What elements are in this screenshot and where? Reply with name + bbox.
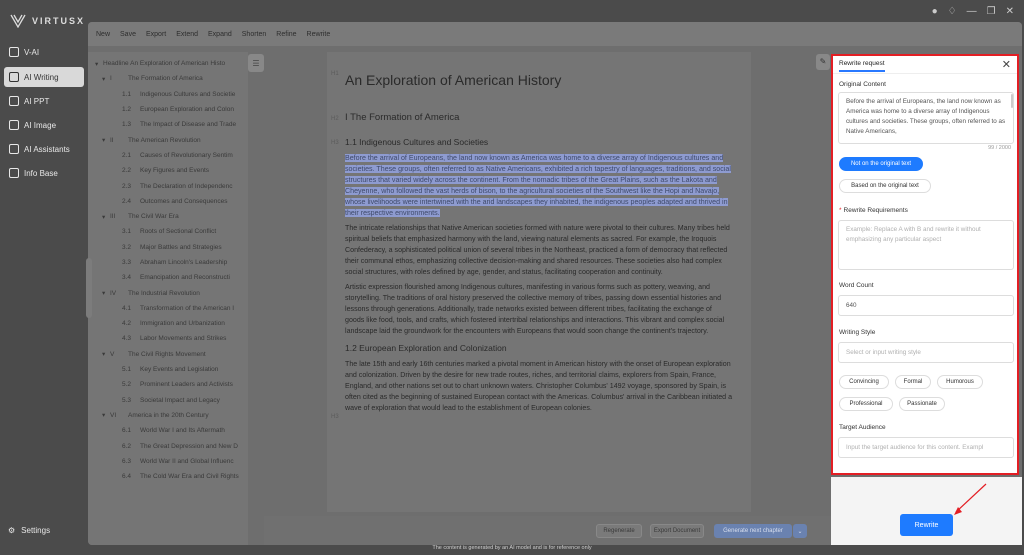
outline-number: VI xyxy=(110,411,117,419)
outline-section[interactable] xyxy=(92,224,244,239)
target-audience-label: Target Audience xyxy=(839,424,886,431)
outline-root[interactable] xyxy=(92,56,244,71)
writing-style-label: Writing Style xyxy=(839,329,876,336)
outline-number: 2.3 xyxy=(122,182,132,190)
nav-label: AI Assistants xyxy=(24,144,70,154)
outline-section[interactable] xyxy=(92,301,244,316)
toolbar-export[interactable]: Export xyxy=(145,30,167,38)
char-counter: 99 / 2000 xyxy=(988,145,1011,151)
style-convincing[interactable]: Convincing xyxy=(839,375,889,389)
caret-down-icon: ▾ xyxy=(102,75,106,83)
collapse-outline-button[interactable]: ☰ xyxy=(248,54,264,72)
caret-down-icon: ▾ xyxy=(102,290,106,298)
subsection-heading-1-2[interactable]: 1.2 European Exploration and Colonization xyxy=(345,343,507,353)
outline-number: 1.1 xyxy=(122,90,132,98)
nav-item-ai-ppt[interactable] xyxy=(4,91,84,111)
window-controls xyxy=(932,6,1014,17)
outline-text: Transformation of the American I xyxy=(140,304,235,312)
nav-label: V-AI xyxy=(24,47,40,57)
outline-section[interactable] xyxy=(92,331,244,346)
panel-tabbar xyxy=(833,56,1017,74)
outline-text: The Impact of Disease and Trade xyxy=(140,121,237,129)
outline-text: Outcomes and Consequences xyxy=(140,197,228,205)
outline-number: III xyxy=(110,213,116,221)
caret-down-icon: ▾ xyxy=(95,60,99,68)
caret-down-icon: ▾ xyxy=(102,137,106,145)
document-actions xyxy=(264,516,832,545)
original-content-label: Original Content xyxy=(839,81,886,88)
rewrite-request-panel xyxy=(831,54,1019,475)
outline-number: 2.1 xyxy=(122,151,132,159)
outline-chapter[interactable] xyxy=(92,132,244,147)
nav-item-info-base[interactable] xyxy=(4,163,84,183)
original-content-field[interactable]: Before the arrival of Europeans, the land now known as America was home to a diverse array of Indigenous cultures and societies. These groups, often referred to as Native Americans, xyxy=(838,92,1014,144)
word-count-input[interactable]: 640 xyxy=(838,295,1014,316)
outline-text: The Cold War Era and Civil Rights xyxy=(140,473,239,481)
outline-number: 5.2 xyxy=(122,381,132,389)
h3-marker: H3 xyxy=(331,140,339,146)
outline-text: Immigration and Urbanization xyxy=(140,320,225,328)
outline-number: 6.3 xyxy=(122,457,132,465)
outline-text: The Industrial Revolution xyxy=(128,289,200,297)
document-title[interactable]: An Exploration of American History xyxy=(345,72,562,88)
bell-icon[interactable]: ♢ xyxy=(947,6,957,17)
outline-number: 5.3 xyxy=(122,396,132,404)
outline-section[interactable] xyxy=(92,438,244,453)
maximize-icon[interactable]: ❐ xyxy=(986,6,996,17)
sidebar-resize-handle[interactable] xyxy=(86,258,92,318)
outline-chapter[interactable] xyxy=(92,408,244,423)
regenerate-button[interactable]: Regenerate xyxy=(596,524,642,538)
subsection-heading-1-1[interactable]: 1.1 Indigenous Cultures and Societies xyxy=(345,137,489,147)
caret-down-icon: ▾ xyxy=(102,351,106,359)
outline-text: Prominent Leaders and Activists xyxy=(140,381,233,389)
close-window-icon[interactable]: ✕ xyxy=(1005,6,1014,17)
nav-label: Info Base xyxy=(24,168,58,178)
tab-rewrite-request[interactable]: Rewrite request xyxy=(839,60,885,72)
outline-section[interactable] xyxy=(92,469,244,484)
outline-section[interactable] xyxy=(92,178,244,193)
outline-text: World War II and Global Influenc xyxy=(140,457,234,465)
outline-chapter[interactable] xyxy=(92,285,244,300)
outline-text: The Declaration of Independenc xyxy=(140,182,233,190)
outline-number: 6.4 xyxy=(122,473,132,481)
editor-toolbar xyxy=(88,22,1022,46)
paragraph-4[interactable]: The late 15th and early 16th centuries marked a pivotal moment in American history with the onset of European exploration and colonization. Driven by the desire for new trade routes, riches, and territorial claims, explorers from Spain, France, England, and other nations set out to chart unknown waters. Christopher Columbus' 1492 voyage, sponsored by Spain, is often cited as the beginning of sustained European contact with the Americas. Columbus' arrival in the Caribbean initiated a wave of exploration that would lead to the establishment of European colonies. xyxy=(345,360,733,412)
paragraph-3[interactable]: Artistic expression flourished among Indigenous cultures, manifesting in various forms such as pottery, weaving, and storytelling. The traditions of oral history preserved the collective memory of tribes, passing down essential histories and lessons through generations. Additionally, trade networks existed between different tribes, facilitating the exchange of goods like food, tools, and crafts, which fostered intertribal relationships and interactions. This vibrant and complex social landscape laid the groundwork for the encounters with Europeans that would soon change the continent's trajectory. xyxy=(345,283,725,335)
outline-number: 4.2 xyxy=(122,320,132,328)
outline-panel xyxy=(88,52,248,545)
nav-item-ai-image[interactable] xyxy=(4,115,84,135)
outline-text: Roots of Sectional Conflict xyxy=(140,228,217,236)
outline-number: 2.4 xyxy=(122,197,132,205)
target-audience-input[interactable]: Input the target audience for this content. Exampl xyxy=(838,437,1014,458)
nav-item-ai-assistants[interactable] xyxy=(4,139,84,159)
presentation-icon xyxy=(9,96,19,106)
outline-number: 6.2 xyxy=(122,442,132,450)
brand-logo-icon xyxy=(10,14,26,28)
outline-section[interactable] xyxy=(92,240,244,255)
outline-chapter[interactable] xyxy=(92,71,244,86)
database-icon xyxy=(9,168,19,178)
outline-text: European Exploration and Colon xyxy=(140,106,234,114)
close-icon[interactable]: ✕ xyxy=(1001,59,1011,71)
outline-section[interactable] xyxy=(92,362,244,377)
style-formal[interactable]: Formal xyxy=(895,375,931,389)
outline-section[interactable] xyxy=(92,377,244,392)
settings-label: Settings xyxy=(21,526,51,535)
outline-text: The Great Depression and New D xyxy=(140,442,238,450)
generate-next-chapter-button[interactable]: Generate next chapter xyxy=(714,524,792,538)
outline-text: America in the 20th Century xyxy=(128,411,209,419)
paragraph-2[interactable]: The intricate relationships that Native American societies formed with nature were pivotal to their cultures. Many tribes held spiritual beliefs that emphasized harmony with the land, viewing natural elements as sacred. For example, the Iroquois Confederacy, a sophisticated political union of several tribes in the Northeast, practiced a form of democracy that reflected their communal ethos, emphasizing collective decision-making and shared resources. These societies also had complex social structures, with roles defined by age, gender, and status, facilitating cooperation and continuity. xyxy=(345,224,730,276)
rewrite-requirements-label xyxy=(839,207,908,214)
outline-section[interactable] xyxy=(92,163,244,178)
outline-root-text: Headline An Exploration of American Histo xyxy=(103,60,226,68)
outline-number: II xyxy=(110,136,114,144)
skin-icon[interactable]: ● xyxy=(931,6,938,17)
selected-paragraph[interactable] xyxy=(345,153,733,219)
caret-down-icon: ▾ xyxy=(102,213,106,221)
outline-section[interactable] xyxy=(92,423,244,438)
image-icon xyxy=(9,120,19,130)
toolbar-new[interactable]: New xyxy=(96,30,111,38)
nav-label: AI Image xyxy=(24,120,57,130)
outline-section[interactable] xyxy=(92,117,244,132)
outline-number: 4.3 xyxy=(122,335,132,343)
rewrite-requirements-input[interactable]: Example: Replace A with B and rewrite it without emphasizing any particular aspect xyxy=(838,220,1014,270)
nav-item-ai-writing[interactable] xyxy=(4,67,84,87)
outline-section[interactable] xyxy=(92,87,244,102)
outline-section[interactable] xyxy=(92,102,244,117)
gear-icon: ⚙ xyxy=(8,526,16,535)
outline-number: 3.2 xyxy=(122,243,132,251)
outline-text: Key Events and Legislation xyxy=(140,366,219,374)
outline-text: Abraham Lincoln's Leadership xyxy=(140,259,228,266)
toolbar-expand[interactable]: Expand xyxy=(208,30,232,38)
outline-text: Labor Movements and Strikes xyxy=(140,335,227,343)
document-page xyxy=(327,52,751,512)
outline-text: Societal Impact and Legacy xyxy=(140,396,220,404)
ai-disclaimer: The content is generated by an AI model and is for reference only xyxy=(432,545,592,551)
outline-text: World War I and Its Aftermath xyxy=(140,427,225,435)
outline-text: Causes of Revolutionary Sentim xyxy=(140,151,233,159)
outline-text: Indigenous Cultures and Societie xyxy=(140,90,236,98)
outline-number: 6.1 xyxy=(122,427,132,435)
edit-document-icon xyxy=(9,72,19,82)
left-nav xyxy=(0,0,88,555)
outline-number: 1.3 xyxy=(122,121,132,129)
chat-icon xyxy=(9,47,19,57)
outline-number: 3.3 xyxy=(122,259,132,266)
section-heading[interactable]: I The Formation of America xyxy=(345,112,460,123)
outline-section[interactable] xyxy=(92,316,244,331)
outline-number: IV xyxy=(110,289,117,297)
toolbar-rewrite[interactable]: Rewrite xyxy=(306,30,331,38)
rewrite-button[interactable]: Rewrite xyxy=(900,514,953,536)
chevron-down-icon[interactable]: ⌄ xyxy=(793,524,807,538)
selected-text: Before the arrival of Europeans, the land now known as America was home to a diverse array of Indigenous cultures and societies. These groups, often referred to as Native Americans, exhibited a rich tapestry of languages, traditions, and social structures that varied widely across the continent. From the nomadic tribes of the Great Plains, such as the Lakota and Cheyenne, who followed the vast herds of bison, to the agricultural societies of the Southwest like the Hopi and Navajo, whose livelihoods were intertwined with the arid landscapes they inhabited, the indigenous peoples adapted and thrived in their respective environments. xyxy=(345,154,731,217)
outline-number: 3.4 xyxy=(122,274,132,282)
brand-name: VIRTUSX xyxy=(32,16,86,26)
word-count-label: Word Count xyxy=(839,282,874,289)
writing-style-input[interactable]: Select or input writing style xyxy=(838,342,1014,363)
edit-pen-icon[interactable]: ✎ xyxy=(816,54,830,70)
outline-text: Major Battles and Strategies xyxy=(140,243,222,251)
outline-text: The Civil War Era xyxy=(128,213,179,221)
outline-number: 4.1 xyxy=(122,304,132,312)
outline-number: I xyxy=(110,75,112,83)
required-mark: * xyxy=(839,207,842,214)
outline-text: The Formation of America xyxy=(128,75,203,83)
outline-text: Key Figures and Events xyxy=(140,167,210,175)
outline-chapter[interactable] xyxy=(92,209,244,224)
outline-number: 5.1 xyxy=(122,366,132,374)
outline-section[interactable] xyxy=(92,194,244,209)
export-document-button[interactable]: Export Document xyxy=(650,524,704,538)
outline-section[interactable] xyxy=(92,148,244,163)
robot-icon xyxy=(9,144,19,154)
outline-section[interactable] xyxy=(92,454,244,469)
outline-section[interactable] xyxy=(92,270,244,285)
outline-section[interactable] xyxy=(92,255,244,270)
h3-marker-2: H3 xyxy=(331,414,339,420)
h2-marker: H2 xyxy=(331,116,339,122)
document-area xyxy=(264,52,832,512)
rewrite-requirements-text: Rewrite Requirements xyxy=(843,207,908,214)
outline-number: 1.2 xyxy=(122,106,132,114)
toolbar-extend[interactable]: Extend xyxy=(176,30,199,38)
mode-not-original-button[interactable]: Not on the original text xyxy=(839,157,923,171)
nav-label: AI PPT xyxy=(24,96,50,106)
h1-marker: H1 xyxy=(331,71,339,77)
outline-text: Emancipation and Reconstructi xyxy=(140,274,230,282)
toolbar-save[interactable]: Save xyxy=(120,30,136,38)
toolbar-shorten[interactable]: Shorten xyxy=(241,30,267,38)
outline-number: V xyxy=(110,350,115,358)
style-humorous[interactable]: Humorous xyxy=(937,375,983,389)
pointer-arrow-icon xyxy=(950,482,990,518)
settings-button[interactable] xyxy=(8,526,50,535)
outline-section[interactable] xyxy=(92,393,244,408)
original-content-scrollbar[interactable] xyxy=(1011,94,1013,108)
caret-down-icon: ▾ xyxy=(102,412,106,420)
toolbar-refine[interactable]: Refine xyxy=(276,30,297,38)
outline-text: The Civil Rights Movement xyxy=(128,350,206,358)
minimize-icon[interactable]: — xyxy=(966,6,977,17)
nav-label: AI Writing xyxy=(24,72,59,82)
outline-number: 3.1 xyxy=(122,228,132,236)
style-professional[interactable]: Professional xyxy=(839,397,893,411)
outline-number: 2.2 xyxy=(122,167,132,175)
outline-chapter[interactable] xyxy=(92,347,244,362)
outline-text: The American Revolution xyxy=(128,136,201,144)
mode-based-original-button[interactable]: Based on the original text xyxy=(839,179,931,193)
style-passionate[interactable]: Passionate xyxy=(899,397,945,411)
nav-item-v-ai[interactable] xyxy=(4,42,84,62)
brand-logo xyxy=(10,14,85,28)
